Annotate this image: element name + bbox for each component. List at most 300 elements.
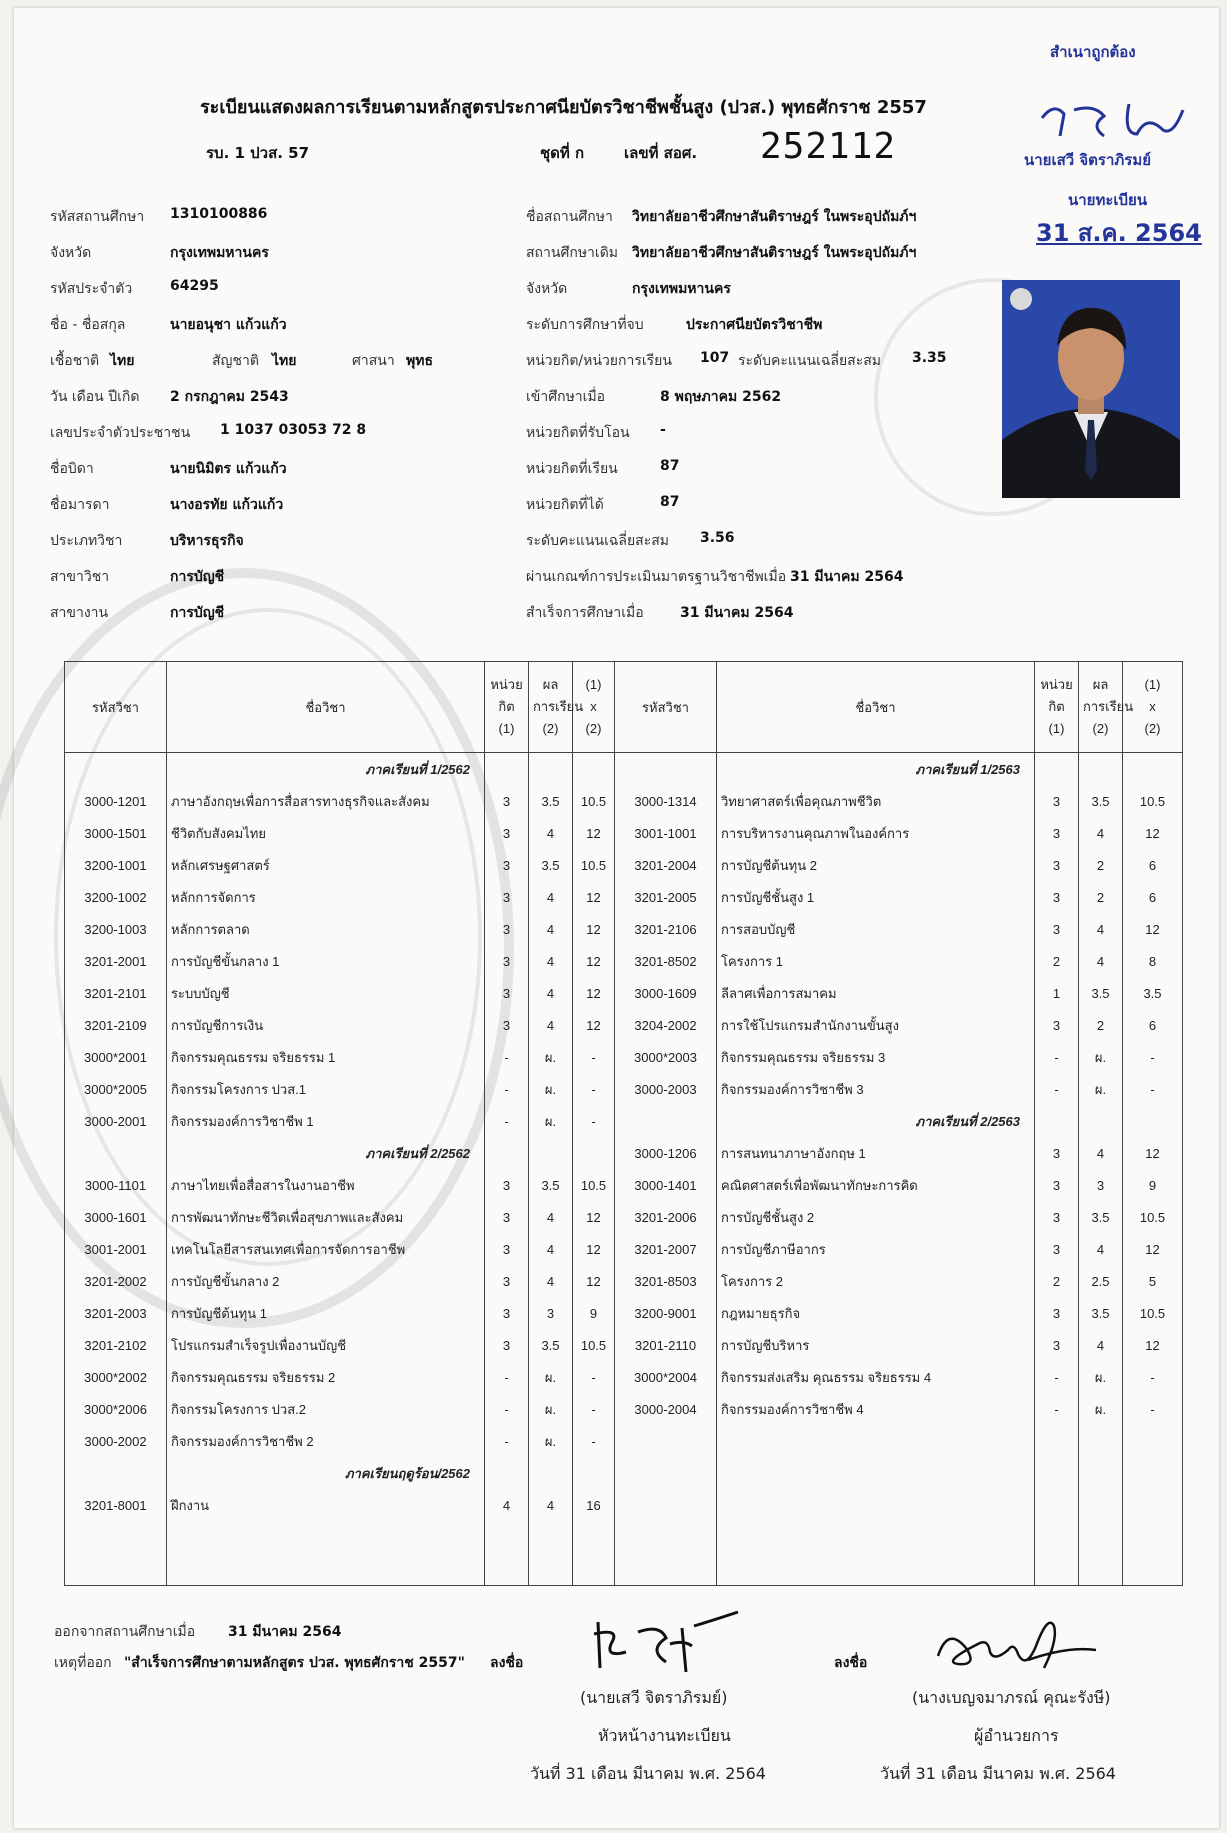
grade-cell: 4 <box>529 881 573 913</box>
grade-cell: 4 <box>529 977 573 1009</box>
course-name: ภาษาไทยเพื่อสื่อสารในงานอาชีพ <box>167 1169 485 1201</box>
course-code: 3201-2109 <box>65 1009 167 1041</box>
credit-cell <box>485 1521 529 1553</box>
table-row <box>65 1201 1183 1233</box>
province: กรุงเทพมหานคร <box>170 245 269 261</box>
points-cell <box>1123 753 1183 786</box>
course-name: กิจกรรมคุณธรรม จริยธรรม 1 <box>167 1041 485 1073</box>
course-name: การบริหารงานคุณภาพในองค์การ <box>717 817 1035 849</box>
course-code: 3000-2004 <box>615 1393 717 1425</box>
course-name <box>717 1553 1035 1586</box>
table-row <box>65 785 1183 817</box>
credit-cell: 3 <box>485 945 529 977</box>
grade-cell: ผ. <box>1079 1073 1123 1105</box>
points-cell <box>573 1521 615 1553</box>
name-label: ชื่อ - ชื่อสกุล <box>50 317 126 333</box>
course-code <box>65 1553 167 1586</box>
major: การบัญชี <box>170 605 225 621</box>
credit-cell: - <box>485 1361 529 1393</box>
religion-label: ศาสนา <box>352 353 395 369</box>
grade-cell: ผ. <box>529 1393 573 1425</box>
points-cell: 10.5 <box>573 785 615 817</box>
course-code: 3001-1001 <box>615 817 717 849</box>
credit-cell <box>1035 1521 1079 1553</box>
points-cell: 10.5 <box>1123 1297 1183 1329</box>
credit-cell: 3 <box>485 1233 529 1265</box>
serial-number: 252112 <box>760 126 897 167</box>
standard-date: 31 มีนาคม 2564 <box>790 569 904 585</box>
course-code: 3200-1001 <box>65 849 167 881</box>
points-cell: 12 <box>1123 1329 1183 1361</box>
grade-cell <box>1079 1105 1123 1137</box>
course-code: 3000-2002 <box>65 1425 167 1457</box>
student-photo <box>1002 280 1180 498</box>
course-name: การบัญชีชั้นสูง 1 <box>717 881 1035 913</box>
grades-table-body <box>65 753 1183 1586</box>
course-name: ชีวิตกับสังคมไทย <box>167 817 485 849</box>
school-code: 1310100886 <box>170 206 268 222</box>
semester-spacer <box>65 1457 167 1489</box>
grade-cell: 4 <box>529 913 573 945</box>
points-cell: 6 <box>1123 881 1183 913</box>
stamp-signer-name: นายเสวี จิตราภิรมย์ <box>1024 151 1152 169</box>
prev-school-label: สถานศึกษาเดิม <box>526 245 619 261</box>
table-row <box>65 753 1183 786</box>
credit-cell: - <box>1035 1361 1079 1393</box>
table-row <box>65 1233 1183 1265</box>
course-name: การบัญชีชั้นสูง 2 <box>717 1201 1035 1233</box>
course-code: 3201-8503 <box>615 1265 717 1297</box>
grade-cell: ผ. <box>1079 1041 1123 1073</box>
transfer-label: หน่วยกิตที่รับโอน <box>526 425 630 441</box>
credit-cell <box>1035 1105 1079 1137</box>
table-row <box>65 913 1183 945</box>
points-cell <box>1123 1521 1183 1553</box>
credit-cell: 3 <box>1035 1137 1079 1169</box>
course-name: หลักการจัดการ <box>167 881 485 913</box>
table-row <box>65 1297 1183 1329</box>
course-name: การบัญชีบริหาร <box>717 1329 1035 1361</box>
col-header-subject-right: ชื่อวิชา <box>717 662 1035 753</box>
course-name: การบัญชีต้นทุน 1 <box>167 1297 485 1329</box>
student-name: นายอนุชา แก้วแก้ว <box>170 317 287 333</box>
registrar-name: (นายเสวี จิตราภิรมย์) <box>580 1688 728 1707</box>
course-code <box>615 1553 717 1586</box>
course-name: การบัญชีต้นทุน 2 <box>717 849 1035 881</box>
course-code: 3000-1101 <box>65 1169 167 1201</box>
grade-cell <box>529 1553 573 1586</box>
col-header-code: รหัสวิชา <box>65 662 167 753</box>
points-cell <box>573 1553 615 1586</box>
points-cell: 8 <box>1123 945 1183 977</box>
grade-cell <box>1079 1553 1123 1586</box>
credit-cell: 3 <box>485 1009 529 1041</box>
course-name: การสนทนาภาษาอังกฤษ 1 <box>717 1137 1035 1169</box>
points-cell: 12 <box>1123 1233 1183 1265</box>
form-code: รบ. 1 ปวส. 57 <box>206 144 310 162</box>
points-cell: 12 <box>573 945 615 977</box>
course-name: โปรแกรมสำเร็จรูปเพื่องานบัญชี <box>167 1329 485 1361</box>
credit-cell: - <box>1035 1073 1079 1105</box>
course-name: การสอบบัญชี <box>717 913 1035 945</box>
course-code: 3200-1002 <box>65 881 167 913</box>
semester-spacer <box>615 753 717 786</box>
table-row <box>65 849 1183 881</box>
school-name: วิทยาลัยอาชีวศึกษาสันติราษฎร์ ในพระอุปถัมภ์ฯ <box>632 209 917 225</box>
points-cell: - <box>573 1393 615 1425</box>
registrar-signature <box>590 1608 740 1678</box>
credit-cell: 3 <box>1035 1297 1079 1329</box>
course-name: วิทยาศาสตร์เพื่อคุณภาพชีวิต <box>717 785 1035 817</box>
citizen-id-label: เลขประจำตัวประชาชน <box>50 425 191 441</box>
points-cell: 16 <box>573 1489 615 1521</box>
course-code: 3000-1501 <box>65 817 167 849</box>
graduate-date: 31 มีนาคม 2564 <box>680 605 794 621</box>
certified-copy-stamp: สำเนาถูกต้อง <box>1050 43 1136 61</box>
points-cell: - <box>1123 1393 1183 1425</box>
points-cell: 12 <box>573 977 615 1009</box>
course-code: 3000*2001 <box>65 1041 167 1073</box>
course-name: ฝึกงาน <box>167 1489 485 1521</box>
school-province-label: จังหวัด <box>526 281 568 297</box>
course-name: เทคโนโลยีสารสนเทศเพื่อการจัดการอาชีพ <box>167 1233 485 1265</box>
course-code: 3201-8502 <box>615 945 717 977</box>
semester-spacer <box>615 1105 717 1137</box>
course-code: 3201-2005 <box>615 881 717 913</box>
credit-cell: 3 <box>485 913 529 945</box>
grade-cell: 2 <box>1079 849 1123 881</box>
credit-cell: 3 <box>485 881 529 913</box>
course-name: กิจกรรมองค์การวิชาชีพ 3 <box>717 1073 1035 1105</box>
number-label: เลขที่ สอศ. <box>624 144 698 162</box>
course-name: กิจกรรมองค์การวิชาชีพ 1 <box>167 1105 485 1137</box>
points-cell: - <box>573 1105 615 1137</box>
transfer-credits: - <box>660 422 666 438</box>
prev-credits-label: หน่วยกิต/หน่วยการเรียน <box>526 353 672 369</box>
points-cell: 12 <box>573 881 615 913</box>
field-label: สาขาวิชา <box>50 569 110 585</box>
grade-cell: ผ. <box>529 1361 573 1393</box>
table-row <box>65 1041 1183 1073</box>
gpa-label: ระดับคะแนนเฉลี่ยสะสม <box>526 533 670 549</box>
graduate-label: สำเร็จการศึกษาเมื่อ <box>526 605 644 621</box>
credit-cell: 2 <box>1035 1265 1079 1297</box>
course-code: 3001-2001 <box>65 1233 167 1265</box>
studied-label: หน่วยกิตที่เรียน <box>526 461 618 477</box>
father-name: นายนิมิตร แก้วแก้ว <box>170 461 287 477</box>
col-header-grade: ผล การเรียน (2) <box>529 662 573 753</box>
course-name <box>717 1457 1035 1489</box>
course-name: กิจกรรมคุณธรรม จริยธรรม 2 <box>167 1361 485 1393</box>
citizen-id: 1 1037 03053 72 8 <box>220 422 367 438</box>
col-header-product: (1) x (2) <box>573 662 615 753</box>
grade-cell <box>529 1521 573 1553</box>
grade-cell: 4 <box>529 1009 573 1041</box>
field: การบัญชี <box>170 569 225 585</box>
grade-cell: 2 <box>1079 1009 1123 1041</box>
credit-cell: 3 <box>1035 913 1079 945</box>
grade-cell: 4 <box>1079 1137 1123 1169</box>
credit-cell: - <box>485 1073 529 1105</box>
table-header-row <box>65 662 1183 753</box>
points-cell: 12 <box>573 817 615 849</box>
points-cell: 12 <box>573 1233 615 1265</box>
semester-header: ภาคเรียนฤดูร้อน/2562 <box>167 1457 485 1489</box>
studied-credits: 87 <box>660 458 680 474</box>
course-name: การบัญชีภาษีอากร <box>717 1233 1035 1265</box>
points-cell: 5 <box>1123 1265 1183 1297</box>
director-name: (นางเบญจมาภรณ์ คุณะรังษี) <box>912 1688 1111 1707</box>
sign-label-right: ลงชื่อ <box>834 1655 868 1671</box>
course-name: กิจกรรมโครงการ ปวส.1 <box>167 1073 485 1105</box>
course-code: 3201-8001 <box>65 1489 167 1521</box>
points-cell: - <box>1123 1361 1183 1393</box>
points-cell: 6 <box>1123 1009 1183 1041</box>
course-name <box>717 1521 1035 1553</box>
grade-cell <box>529 1137 573 1169</box>
grade-cell <box>1079 1425 1123 1457</box>
credit-cell: - <box>1035 1041 1079 1073</box>
course-code: 3000-1401 <box>615 1169 717 1201</box>
grade-cell: ผ. <box>1079 1361 1123 1393</box>
credit-cell <box>1035 1457 1079 1489</box>
semester-spacer <box>65 753 167 786</box>
course-name <box>717 1425 1035 1457</box>
credit-cell: - <box>1035 1393 1079 1425</box>
course-code: 3000-1609 <box>615 977 717 1009</box>
semester-header: ภาคเรียนที่ 1/2563 <box>717 753 1035 786</box>
semester-header: ภาคเรียนที่ 2/2562 <box>167 1137 485 1169</box>
points-cell: 12 <box>573 1265 615 1297</box>
credit-cell: 3 <box>485 977 529 1009</box>
course-code: 3000-1601 <box>65 1201 167 1233</box>
grade-cell <box>1079 1489 1123 1521</box>
course-code: 3201-2006 <box>615 1201 717 1233</box>
points-cell: 12 <box>1123 1137 1183 1169</box>
transcript-page <box>14 8 1219 1828</box>
course-name <box>717 1489 1035 1521</box>
credit-cell: 3 <box>1035 849 1079 881</box>
type-label: ประเภทวิชา <box>50 533 123 549</box>
prev-school: วิทยาลัยอาชีวศึกษาสันติราษฎร์ ในพระอุปถัมภ์ฯ <box>632 245 917 261</box>
prev-credits: 107 <box>700 350 730 366</box>
course-code: 3201-2101 <box>65 977 167 1009</box>
points-cell: 12 <box>1123 913 1183 945</box>
course-name: กิจกรรมองค์การวิชาชีพ 4 <box>717 1393 1035 1425</box>
prev-level: ประกาศนียบัตรวิชาชีพ <box>686 317 823 333</box>
points-cell <box>1123 1457 1183 1489</box>
points-cell: 10.5 <box>573 1169 615 1201</box>
credit-cell: 3 <box>1035 1169 1079 1201</box>
course-code: 3000-1201 <box>65 785 167 817</box>
mother-label: ชื่อมารดา <box>50 497 110 513</box>
major-label: สาขางาน <box>50 605 109 621</box>
points-cell <box>1123 1553 1183 1586</box>
course-name: การบัญชีขั้นกลาง 2 <box>167 1265 485 1297</box>
grade-cell <box>1079 1457 1123 1489</box>
grade-cell: 4 <box>1079 1329 1123 1361</box>
table-row <box>65 1393 1183 1425</box>
points-cell <box>573 753 615 786</box>
leave-label: ออกจากสถานศึกษาเมื่อ <box>54 1624 196 1640</box>
grade-cell: 3.5 <box>529 1329 573 1361</box>
points-cell: 10.5 <box>1123 785 1183 817</box>
credit-cell: - <box>485 1425 529 1457</box>
credit-cell: 3 <box>1035 785 1079 817</box>
points-cell: - <box>573 1361 615 1393</box>
school-code-label: รหัสสถานศึกษา <box>50 209 145 225</box>
course-name: โครงการ 1 <box>717 945 1035 977</box>
table-row <box>65 1425 1183 1457</box>
course-code <box>615 1425 717 1457</box>
course-name: หลักเศรษฐศาสตร์ <box>167 849 485 881</box>
standard-label: ผ่านเกณฑ์การประเมินมาตรฐานวิชาชีพเมื่อ <box>526 569 787 585</box>
grade-cell <box>1079 753 1123 786</box>
director-signature <box>918 1606 1118 1686</box>
course-code: 3200-1003 <box>65 913 167 945</box>
credit-cell <box>1035 1553 1079 1586</box>
grade-cell <box>529 1457 573 1489</box>
points-cell: 12 <box>1123 817 1183 849</box>
sign-label-left: ลงชื่อ <box>490 1655 524 1671</box>
points-cell: 12 <box>573 913 615 945</box>
religion: พุทธ <box>406 353 434 369</box>
grade-cell: 3 <box>1079 1169 1123 1201</box>
credit-cell <box>1035 753 1079 786</box>
course-name: กิจกรรมคุณธรรม จริยธรรม 3 <box>717 1041 1035 1073</box>
nationality-label: สัญชาติ <box>212 353 259 369</box>
table-row <box>65 1489 1183 1521</box>
table-row <box>65 1169 1183 1201</box>
credit-cell: 2 <box>1035 945 1079 977</box>
registrar-date: วันที่ 31 เดือน มีนาคม พ.ศ. 2564 <box>530 1764 766 1783</box>
credit-cell: 3 <box>1035 881 1079 913</box>
course-code <box>615 1521 717 1553</box>
prev-level-label: ระดับการศึกษาที่จบ <box>526 317 644 333</box>
points-cell <box>1123 1489 1183 1521</box>
col-header-credit-right: หน่วย กิต (1) <box>1035 662 1079 753</box>
table-row <box>65 1009 1183 1041</box>
earned-credits: 87 <box>660 494 680 510</box>
grade-cell: 4 <box>529 817 573 849</box>
type: บริหารธุรกิจ <box>170 533 244 549</box>
credit-cell <box>485 1457 529 1489</box>
table-row <box>65 1553 1183 1586</box>
course-name: ลีลาศเพื่อการสมาคม <box>717 977 1035 1009</box>
credit-cell <box>485 1137 529 1169</box>
stamp-signer-title: นายทะเบียน <box>1068 191 1148 209</box>
stamp-signature <box>1034 96 1194 146</box>
course-name: การพัฒนาทักษะชีวิตเพื่อสุขภาพและสังคม <box>167 1201 485 1233</box>
grade-cell: 3.5 <box>1079 977 1123 1009</box>
points-cell: 12 <box>573 1009 615 1041</box>
points-cell: 10.5 <box>573 849 615 881</box>
points-cell <box>573 1137 615 1169</box>
credit-cell: 3 <box>485 817 529 849</box>
course-code: 3201-2004 <box>615 849 717 881</box>
director-date: วันที่ 31 เดือน มีนาคม พ.ศ. 2564 <box>880 1764 1116 1783</box>
credit-cell <box>1035 1425 1079 1457</box>
points-cell: - <box>1123 1041 1183 1073</box>
grade-cell: 3.5 <box>1079 1297 1123 1329</box>
course-name: ภาษาอังกฤษเพื่อการสื่อสารทางธุรกิจและสังคม <box>167 785 485 817</box>
col-header-product-right: (1) x (2) <box>1123 662 1183 753</box>
course-code <box>615 1489 717 1521</box>
grade-cell: 3.5 <box>1079 785 1123 817</box>
birth-label: วัน เดือน ปีเกิด <box>50 389 140 405</box>
credit-cell: 1 <box>1035 977 1079 1009</box>
credit-cell: 3 <box>1035 1009 1079 1041</box>
enroll-label: เข้าศึกษาเมื่อ <box>526 389 606 405</box>
col-header-code-right: รหัสวิชา <box>615 662 717 753</box>
course-name: กิจกรรมองค์การวิชาชีพ 2 <box>167 1425 485 1457</box>
credit-cell <box>1035 1489 1079 1521</box>
grade-cell: 4 <box>529 945 573 977</box>
reason: "สำเร็จการศึกษาตามหลักสูตร ปวส. พุทธศักราช 2557" <box>124 1655 465 1671</box>
grade-cell <box>529 753 573 786</box>
grade-cell: 3.5 <box>1079 1201 1123 1233</box>
province-label: จังหวัด <box>50 245 92 261</box>
grade-cell: 4 <box>529 1233 573 1265</box>
semester-spacer <box>65 1137 167 1169</box>
stamp-date: 31 ส.ค. 2564 <box>1036 219 1202 247</box>
points-cell: - <box>573 1425 615 1457</box>
table-row <box>65 1105 1183 1137</box>
table-row <box>65 945 1183 977</box>
grade-cell: 3 <box>529 1297 573 1329</box>
points-cell: 9 <box>573 1297 615 1329</box>
table-row <box>65 1361 1183 1393</box>
points-cell: 6 <box>1123 849 1183 881</box>
leave-date: 31 มีนาคม 2564 <box>228 1624 342 1640</box>
course-code: 3201-2002 <box>65 1265 167 1297</box>
course-code: 3000*2006 <box>65 1393 167 1425</box>
course-code: 3000-1314 <box>615 785 717 817</box>
course-code: 3000-1206 <box>615 1137 717 1169</box>
course-name: การบัญชีขั้นกลาง 1 <box>167 945 485 977</box>
credit-cell: 3 <box>1035 1233 1079 1265</box>
prev-gpa-label: ระดับคะแนนเฉลี่ยสะสม <box>738 353 882 369</box>
registrar-title: หัวหน้างานทะเบียน <box>598 1726 731 1745</box>
course-code: 3000-2003 <box>615 1073 717 1105</box>
points-cell: - <box>1123 1073 1183 1105</box>
course-code: 3201-2001 <box>65 945 167 977</box>
credit-cell: 3 <box>485 1169 529 1201</box>
grade-cell: 4 <box>1079 1233 1123 1265</box>
set-label: ชุดที่ ก <box>540 144 585 162</box>
grades-table <box>64 661 1183 1586</box>
course-name: การใช้โปรแกรมสำนักงานขั้นสูง <box>717 1009 1035 1041</box>
course-name: กฎหมายธุรกิจ <box>717 1297 1035 1329</box>
table-row <box>65 881 1183 913</box>
prev-gpa: 3.35 <box>912 350 947 366</box>
course-code: 3000*2002 <box>65 1361 167 1393</box>
points-cell: 10.5 <box>573 1329 615 1361</box>
grade-cell: 3.5 <box>529 849 573 881</box>
points-cell: - <box>573 1073 615 1105</box>
course-name: กิจกรรมโครงการ ปวส.2 <box>167 1393 485 1425</box>
credit-cell: 3 <box>485 1265 529 1297</box>
grade-cell: 4 <box>529 1489 573 1521</box>
enroll-date: 8 พฤษภาคม 2562 <box>660 389 782 405</box>
table-row <box>65 817 1183 849</box>
document-title: ระเบียนแสดงผลการเรียนตามหลักสูตรประกาศนียบัตรวิชาชีพชั้นสูง (ปวส.) พุทธศักราช 2557 <box>200 97 927 118</box>
grade-cell: 4 <box>1079 913 1123 945</box>
course-code: 3200-9001 <box>615 1297 717 1329</box>
credit-cell: 3 <box>485 785 529 817</box>
semester-header: ภาคเรียนที่ 2/2563 <box>717 1105 1035 1137</box>
course-code: 3201-2007 <box>615 1233 717 1265</box>
